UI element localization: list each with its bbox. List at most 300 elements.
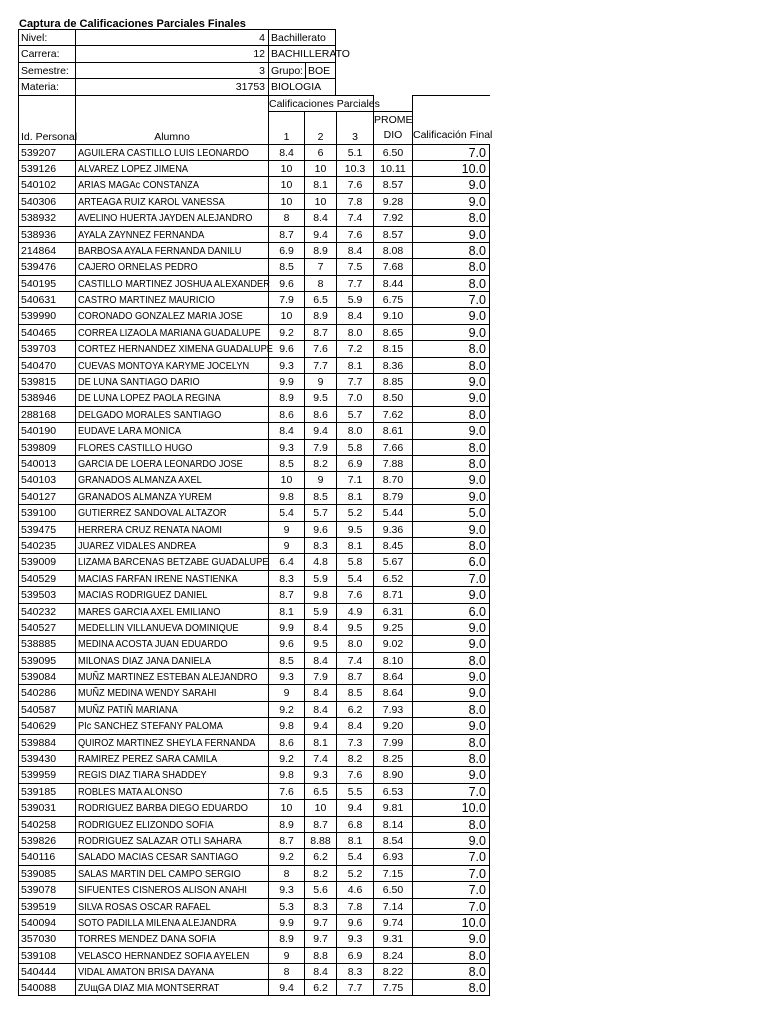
final-cell: 9.0 — [412, 586, 490, 602]
promedio-cell: 8.64 — [373, 684, 412, 700]
p2-cell: 9.5 — [304, 635, 336, 651]
p3-cell: 7.6 — [336, 766, 373, 782]
promedio-cell: 6.53 — [373, 783, 412, 799]
id-cell: 540190 — [18, 422, 75, 438]
p1-cell: 8.5 — [268, 652, 304, 668]
p1-cell: 8.9 — [268, 930, 304, 946]
final-cell: 9.0 — [412, 307, 490, 323]
final-cell: 9.0 — [412, 619, 490, 635]
alumno-cell: QUIROZ MARTINEZ SHEYLA FERNANDA — [75, 734, 268, 750]
final-cell: 8.0 — [412, 242, 490, 258]
id-cell: 539959 — [18, 766, 75, 782]
id-cell: 540529 — [18, 570, 75, 586]
p3-cell: 8.5 — [336, 684, 373, 700]
p1-cell: 5.3 — [268, 898, 304, 914]
id-cell: 538885 — [18, 635, 75, 651]
alumno-cell: VIDAL AMATON BRISA DAYANA — [75, 963, 268, 979]
p2-cell: 10 — [304, 160, 336, 176]
id-cell: 540465 — [18, 324, 75, 340]
id-cell: 540103 — [18, 471, 75, 487]
table-row — [18, 193, 490, 209]
final-cell: 7.0 — [412, 848, 490, 864]
p1-cell: 9.3 — [268, 668, 304, 684]
p1-cell: 8.4 — [268, 144, 304, 160]
p1-cell: 8.5 — [268, 258, 304, 274]
promedio-cell: 9.28 — [373, 193, 412, 209]
header-alumno: Alumno — [75, 95, 268, 144]
p3-cell: 6.9 — [336, 455, 373, 471]
promedio-cell: 8.65 — [373, 324, 412, 340]
id-cell: 540258 — [18, 816, 75, 832]
p1-cell: 8.7 — [268, 226, 304, 242]
promedio-cell: 8.44 — [373, 275, 412, 291]
p3-cell: 8.1 — [336, 832, 373, 848]
id-cell: 539100 — [18, 504, 75, 520]
p2-cell: 6.5 — [304, 783, 336, 799]
carrera-text: BACHILLERATO — [268, 45, 336, 61]
promedio-cell: 9.20 — [373, 717, 412, 733]
p2-cell: 7.6 — [304, 340, 336, 356]
table-row — [18, 373, 490, 389]
p1-cell: 8 — [268, 209, 304, 225]
p2-cell: 8.88 — [304, 832, 336, 848]
table-row — [18, 504, 490, 520]
p1-cell: 9.3 — [268, 357, 304, 373]
promedio-cell: 7.75 — [373, 979, 412, 995]
id-cell: 540286 — [18, 684, 75, 700]
final-cell: 9.0 — [412, 668, 490, 684]
promedio-cell: 8.24 — [373, 947, 412, 963]
p1-cell: 8.6 — [268, 406, 304, 422]
alumno-cell: CASTRO MARTINEZ MAURICIO — [75, 291, 268, 307]
id-cell: 288168 — [18, 406, 75, 422]
final-cell: 9.0 — [412, 226, 490, 242]
alumno-cell: PIc SANCHEZ STEFANY PALOMA — [75, 717, 268, 733]
id-cell: 540631 — [18, 291, 75, 307]
promedio-cell: 9.02 — [373, 635, 412, 651]
p3-cell: 8.0 — [336, 422, 373, 438]
p3-cell: 8.4 — [336, 242, 373, 258]
table-row — [18, 422, 490, 438]
promedio-cell: 7.62 — [373, 406, 412, 422]
p3-cell: 8.1 — [336, 357, 373, 373]
table-row — [18, 832, 490, 848]
alumno-cell: DELGADO MORALES SANTIAGO — [75, 406, 268, 422]
p3-cell: 7.8 — [336, 193, 373, 209]
p1-cell: 9 — [268, 537, 304, 553]
final-cell: 8.0 — [412, 979, 490, 995]
p2-cell: 4.8 — [304, 553, 336, 569]
promedio-cell: 8.50 — [373, 389, 412, 405]
p1-cell: 9.3 — [268, 881, 304, 897]
alumno-cell: HERRERA CRUZ RENATA NAOMI — [75, 521, 268, 537]
table-row — [18, 389, 490, 405]
p1-cell: 8.6 — [268, 734, 304, 750]
table-row — [18, 258, 490, 274]
p1-cell: 9.6 — [268, 635, 304, 651]
p1-cell: 5.4 — [268, 504, 304, 520]
alumno-cell: MACIAS FARFAN IRENE NASTIENKA — [75, 570, 268, 586]
p2-cell: 8 — [304, 275, 336, 291]
p3-cell: 4.9 — [336, 603, 373, 619]
final-cell: 8.0 — [412, 209, 490, 225]
p1-cell: 8.9 — [268, 389, 304, 405]
info-row-semestre — [18, 62, 490, 78]
promedio-cell: 7.15 — [373, 865, 412, 881]
id-cell: 539185 — [18, 783, 75, 799]
alumno-cell: DE LUNA LOPEZ PAOLA REGINA — [75, 389, 268, 405]
promedio-cell: 9.31 — [373, 930, 412, 946]
alumno-cell: SOTO PADILLA MILENA ALEJANDRA — [75, 914, 268, 930]
final-cell: 7.0 — [412, 783, 490, 799]
promedio-cell: 8.36 — [373, 357, 412, 373]
table-row — [18, 799, 490, 815]
id-cell: 539503 — [18, 586, 75, 602]
final-cell: 10.0 — [412, 799, 490, 815]
p3-cell: 8.3 — [336, 963, 373, 979]
table-row — [18, 717, 490, 733]
p3-cell: 7.2 — [336, 340, 373, 356]
table-row — [18, 963, 490, 979]
p2-cell: 5.9 — [304, 570, 336, 586]
final-cell: 10.0 — [412, 160, 490, 176]
table-row — [18, 209, 490, 225]
p1-cell: 9.2 — [268, 701, 304, 717]
id-cell: 539084 — [18, 668, 75, 684]
id-cell: 540102 — [18, 176, 75, 192]
p3-cell: 5.4 — [336, 570, 373, 586]
id-cell: 539085 — [18, 865, 75, 881]
p2-cell: 8.3 — [304, 537, 336, 553]
table-row — [18, 455, 490, 471]
promedio-cell: 8.57 — [373, 176, 412, 192]
id-cell: 539078 — [18, 881, 75, 897]
p1-cell: 9.8 — [268, 717, 304, 733]
alumno-cell: RODRIGUEZ SALAZAR OTLI SAHARA — [75, 832, 268, 848]
p2-cell: 8.4 — [304, 701, 336, 717]
id-cell: 540116 — [18, 848, 75, 864]
p2-cell: 8.2 — [304, 865, 336, 881]
table-row — [18, 766, 490, 782]
p3-cell: 8.1 — [336, 537, 373, 553]
header-prome-bottom: DIO — [373, 127, 412, 143]
promedio-cell: 8.22 — [373, 963, 412, 979]
promedio-cell: 8.25 — [373, 750, 412, 766]
table-row — [18, 816, 490, 832]
p1-cell: 8.9 — [268, 816, 304, 832]
p1-cell: 9 — [268, 521, 304, 537]
table-header — [18, 95, 493, 144]
alumno-cell: ALVAREZ LOPEZ JIMENA — [75, 160, 268, 176]
p1-cell: 6.4 — [268, 553, 304, 569]
p3-cell: 5.5 — [336, 783, 373, 799]
alumno-cell: TORRES MENDEZ DANA SOFIA — [75, 930, 268, 946]
promedio-cell: 8.85 — [373, 373, 412, 389]
p2-cell: 8.4 — [304, 619, 336, 635]
alumno-cell: MILONAS DIAZ JANA DANIELA — [75, 652, 268, 668]
p2-cell: 8.3 — [304, 898, 336, 914]
p3-cell: 5.9 — [336, 291, 373, 307]
alumno-cell: SIFUENTES CISNEROS ALISON ANAHI — [75, 881, 268, 897]
p2-cell: 9.7 — [304, 914, 336, 930]
table-row — [18, 701, 490, 717]
id-cell: 539703 — [18, 340, 75, 356]
table-row — [18, 471, 490, 487]
header-id: Id. Personal — [18, 95, 75, 144]
table-row — [18, 340, 490, 356]
final-cell: 8.0 — [412, 357, 490, 373]
alumno-cell: ARTEAGA RUIZ KAROL VANESSA — [75, 193, 268, 209]
table-row — [18, 242, 490, 258]
id-cell: 539031 — [18, 799, 75, 815]
id-cell: 539815 — [18, 373, 75, 389]
header-parciales: Calificaciones Parciales — [268, 95, 373, 111]
p2-cell: 10 — [304, 799, 336, 815]
final-cell: 7.0 — [412, 898, 490, 914]
table-row — [18, 586, 490, 602]
header-final-group — [412, 95, 493, 144]
p3-cell: 8.7 — [336, 668, 373, 684]
p3-cell: 7.1 — [336, 471, 373, 487]
table-row — [18, 176, 490, 192]
p3-cell: 7.4 — [336, 209, 373, 225]
header-final: Calificación Final — [412, 127, 490, 143]
nivel-text: Bachillerato — [268, 29, 336, 45]
p3-cell: 7.8 — [336, 898, 373, 914]
p2-cell: 8.4 — [304, 963, 336, 979]
promedio-cell: 9.10 — [373, 307, 412, 323]
id-cell: 540195 — [18, 275, 75, 291]
promedio-cell: 6.75 — [373, 291, 412, 307]
id-cell: 540235 — [18, 537, 75, 553]
alumno-cell: BARBOSA AYALA FERNANDA DANILU — [75, 242, 268, 258]
id-cell: 538946 — [18, 389, 75, 405]
p2-cell: 7.9 — [304, 668, 336, 684]
final-cell: 8.0 — [412, 750, 490, 766]
materia-text: BIOLOGIA — [268, 78, 336, 94]
id-cell: 539809 — [18, 439, 75, 455]
final-cell: 8.0 — [412, 258, 490, 274]
alumno-cell: SALADO MACIAS CESAR SANTIAGO — [75, 848, 268, 864]
id-cell: 539108 — [18, 947, 75, 963]
promedio-cell: 8.70 — [373, 471, 412, 487]
final-cell: 9.0 — [412, 422, 490, 438]
promedio-cell: 7.68 — [373, 258, 412, 274]
id-cell: 540088 — [18, 979, 75, 995]
alumno-cell: CUEVAS MONTOYA KARYME JOCELYN — [75, 357, 268, 373]
p3-cell: 5.8 — [336, 439, 373, 455]
table-row — [18, 750, 490, 766]
promedio-cell: 8.54 — [373, 832, 412, 848]
final-cell: 9.0 — [412, 176, 490, 192]
table-row — [18, 144, 490, 160]
table-row — [18, 291, 490, 307]
p3-cell: 9.6 — [336, 914, 373, 930]
p3-cell: 5.1 — [336, 144, 373, 160]
id-cell: 540094 — [18, 914, 75, 930]
p1-cell: 8 — [268, 963, 304, 979]
final-cell: 7.0 — [412, 881, 490, 897]
alumno-cell: MEDELLIN VILLANUEVA DOMINIQUE — [75, 619, 268, 635]
p1-cell: 9.9 — [268, 619, 304, 635]
alumno-cell: DE LUNA SANTIAGO DARIO — [75, 373, 268, 389]
nivel-label: Nivel: — [18, 29, 75, 45]
grades-sheet — [18, 12, 493, 996]
final-cell: 7.0 — [412, 865, 490, 881]
final-cell: 9.0 — [412, 930, 490, 946]
final-cell: 7.0 — [412, 570, 490, 586]
promedio-cell: 8.61 — [373, 422, 412, 438]
promedio-cell: 8.79 — [373, 488, 412, 504]
id-cell: 539990 — [18, 307, 75, 323]
table-row — [18, 488, 490, 504]
p3-cell: 8.2 — [336, 750, 373, 766]
p2-cell: 8.9 — [304, 307, 336, 323]
p3-cell: 8.4 — [336, 307, 373, 323]
promedio-cell: 9.25 — [373, 619, 412, 635]
alumno-cell: MUÑZ PATIÑ MARIANA — [75, 701, 268, 717]
p1-cell: 8 — [268, 865, 304, 881]
id-cell: 540127 — [18, 488, 75, 504]
p3-cell: 5.2 — [336, 504, 373, 520]
alumno-cell: GUTIERREZ SANDOVAL ALTAZOR — [75, 504, 268, 520]
p2-cell: 8.2 — [304, 455, 336, 471]
nivel-value: 4 — [75, 29, 268, 45]
alumno-cell: EUDAVE LARA MONICA — [75, 422, 268, 438]
promedio-cell: 5.67 — [373, 553, 412, 569]
alumno-cell: CORREA LIZAOLA MARIANA GUADALUPE — [75, 324, 268, 340]
id-cell: 214864 — [18, 242, 75, 258]
id-cell: 538936 — [18, 226, 75, 242]
p3-cell: 6.9 — [336, 947, 373, 963]
id-cell: 540013 — [18, 455, 75, 471]
final-cell: 8.0 — [412, 963, 490, 979]
promedio-cell: 9.36 — [373, 521, 412, 537]
id-cell: 540444 — [18, 963, 75, 979]
final-cell: 9.0 — [412, 521, 490, 537]
promedio-cell: 6.52 — [373, 570, 412, 586]
alumno-cell: GRANADOS ALMANZA AXEL — [75, 471, 268, 487]
alumno-cell: MEDINA ACOSTA JUAN EDUARDO — [75, 635, 268, 651]
p3-cell: 7.5 — [336, 258, 373, 274]
p1-cell: 8.1 — [268, 603, 304, 619]
p3-cell: 8.1 — [336, 488, 373, 504]
p2-cell: 8.9 — [304, 242, 336, 258]
final-cell: 8.0 — [412, 455, 490, 471]
final-cell: 8.0 — [412, 537, 490, 553]
alumno-cell: FLORES CASTILLO HUGO — [75, 439, 268, 455]
p2-cell: 9.5 — [304, 389, 336, 405]
grades-table-body — [18, 144, 490, 996]
p2-cell: 8.1 — [304, 176, 336, 192]
carrera-value: 12 — [75, 45, 268, 61]
final-cell: 9.0 — [412, 471, 490, 487]
p2-cell: 9.6 — [304, 521, 336, 537]
header-prome-top: PROME — [373, 111, 412, 127]
id-cell: 540470 — [18, 357, 75, 373]
p1-cell: 9.8 — [268, 766, 304, 782]
p3-cell: 10.3 — [336, 160, 373, 176]
p3-cell: 8.0 — [336, 635, 373, 651]
final-cell: 9.0 — [412, 717, 490, 733]
final-cell: 8.0 — [412, 734, 490, 750]
promedio-cell: 10.11 — [373, 160, 412, 176]
table-row — [18, 881, 490, 897]
p2-cell: 9.4 — [304, 226, 336, 242]
p1-cell: 10 — [268, 193, 304, 209]
table-row — [18, 406, 490, 422]
semestre-label: Semestre: — [18, 62, 75, 78]
final-cell: 10.0 — [412, 914, 490, 930]
table-row — [18, 307, 490, 323]
p3-cell: 5.7 — [336, 406, 373, 422]
p1-cell: 7.9 — [268, 291, 304, 307]
p1-cell: 9.3 — [268, 439, 304, 455]
p2-cell: 5.9 — [304, 603, 336, 619]
table-row — [18, 324, 490, 340]
p1-cell: 6.9 — [268, 242, 304, 258]
p1-cell: 9 — [268, 947, 304, 963]
promedio-cell: 9.81 — [373, 799, 412, 815]
table-row — [18, 439, 490, 455]
alumno-cell: LIZAMA BARCENAS BETZABE GUADALUPE — [75, 553, 268, 569]
p1-cell: 8.7 — [268, 586, 304, 602]
alumno-cell: ROBLES MATA ALONSO — [75, 783, 268, 799]
p1-cell: 7.6 — [268, 783, 304, 799]
promedio-cell: 7.92 — [373, 209, 412, 225]
alumno-cell: RODRIGUEZ ELIZONDO SOFIA — [75, 816, 268, 832]
p2-cell: 6 — [304, 144, 336, 160]
alumno-cell: CAJERO ORNELAS PEDRO — [75, 258, 268, 274]
p1-cell: 9.4 — [268, 979, 304, 995]
p1-cell: 9.8 — [268, 488, 304, 504]
alumno-cell: MARES GARCIA AXEL EMILIANO — [75, 603, 268, 619]
p2-cell: 9 — [304, 471, 336, 487]
p1-cell: 8.3 — [268, 570, 304, 586]
info-row-carrera — [18, 45, 490, 61]
p3-cell: 7.0 — [336, 389, 373, 405]
final-cell: 8.0 — [412, 947, 490, 963]
table-row — [18, 553, 490, 569]
p3-cell: 9.3 — [336, 930, 373, 946]
id-cell: 539884 — [18, 734, 75, 750]
p1-cell: 8.4 — [268, 422, 304, 438]
info-row-materia — [18, 78, 490, 94]
promedio-cell: 6.93 — [373, 848, 412, 864]
carrera-label: Carrera: — [18, 45, 75, 61]
final-cell: 9.0 — [412, 766, 490, 782]
promedio-cell: 8.10 — [373, 652, 412, 668]
alumno-cell: ZUщGA DIAZ MIA MONTSERRAT — [75, 979, 268, 995]
grupo-value: BOE — [305, 62, 336, 78]
p3-cell: 9.5 — [336, 521, 373, 537]
final-cell: 9.0 — [412, 324, 490, 340]
p3-cell: 7.3 — [336, 734, 373, 750]
p3-cell: 7.4 — [336, 652, 373, 668]
p2-cell: 8.4 — [304, 652, 336, 668]
materia-label: Materia: — [18, 78, 75, 94]
table-row — [18, 734, 490, 750]
table-row — [18, 930, 490, 946]
alumno-cell: CORTEZ HERNANDEZ XIMENA GUADALUPE — [75, 340, 268, 356]
id-cell: 540629 — [18, 717, 75, 733]
header-promedio — [373, 95, 412, 144]
final-cell: 9.0 — [412, 684, 490, 700]
id-cell: 539476 — [18, 258, 75, 274]
p3-cell: 7.7 — [336, 373, 373, 389]
promedio-cell: 7.88 — [373, 455, 412, 471]
final-cell: 7.0 — [412, 291, 490, 307]
